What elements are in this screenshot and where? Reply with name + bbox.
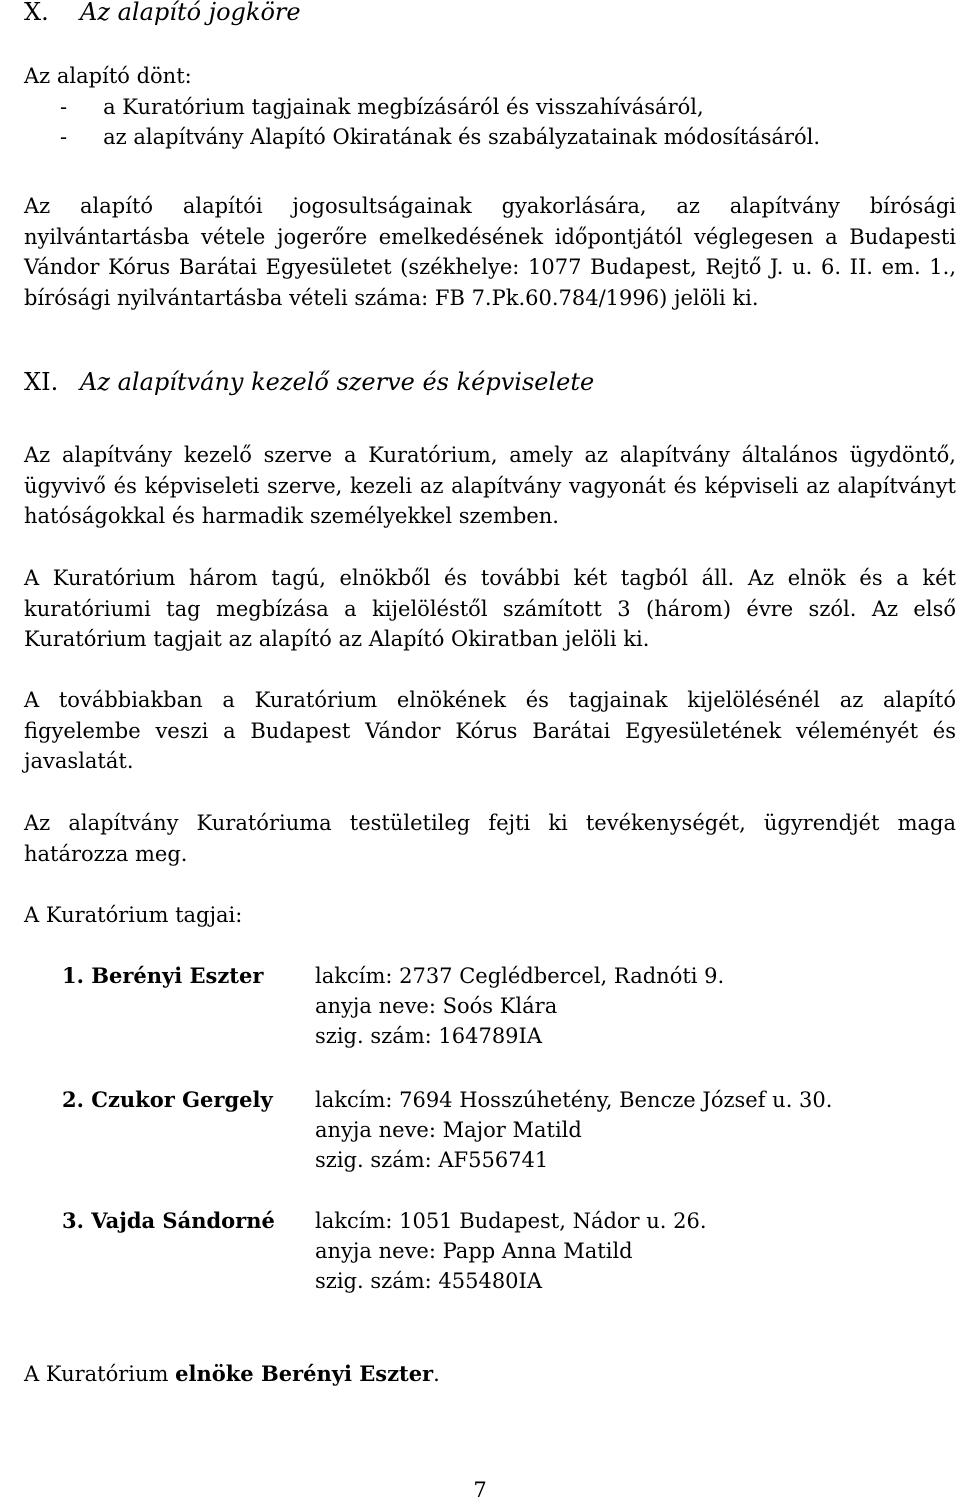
section-11-title: Az alapítvány kezelő szerve és képviselete (80, 368, 595, 396)
member-mother: anyja neve: Major Matild (315, 1118, 582, 1142)
member-name: 3. Vajda Sándorné (62, 1208, 275, 1233)
member-address: lakcím: 2737 Ceglédbercel, Radnóti 9. (315, 964, 725, 988)
bullet-item: - a Kuratórium tagjainak megbízásáról és visszahívásáról, (60, 94, 704, 119)
member-id: szig. szám: 455480IA (315, 1269, 543, 1293)
member-details (315, 961, 724, 1051)
member-name: 2. Czukor Gergely (62, 1087, 273, 1112)
member-id: szig. szám: AF556741 (315, 1148, 549, 1172)
section-10-intro-block (24, 61, 956, 153)
section-10-number: X. (24, 0, 49, 26)
section-10-intro: Az alapító dönt: (24, 64, 192, 88)
section-11-paragraph-2: A Kuratórium három tagú, elnökből és további két tagból áll. Az elnök és a két kuratóriumi tag megbízása a kijelöléstől számított 3 (három) évre szól. Az első Kuratórium tagjait az alapító az Alapító Okiratban jelöli ki. (24, 566, 956, 651)
member-mother: anyja neve: Papp Anna Matild (315, 1239, 633, 1263)
bullet-item: - az alapítvány Alapító Okiratának és szabályzatainak módosításáról. (60, 125, 821, 149)
section-11-paragraph-4: Az alapítvány Kuratóriuma testületileg fejti ki tevékenységét, ügyrendjét maga határozza meg. (24, 811, 956, 866)
section-11-paragraph-1: Az alapítvány kezelő szerve a Kuratórium, amely az alapítvány általános ügydöntő, ügyvivő és képviseleti szerve, kezeli az alapítvány vagyonát és képviseli az alapítványt hatóságokkal és harmadik személyekkel szemben. (24, 443, 956, 528)
member-details (315, 1206, 707, 1296)
section-11-number: XI. (24, 368, 59, 396)
member-mother: anyja neve: Soós Klára (315, 994, 558, 1018)
paragraph-line: bírósági nyilvántartásba vételi száma: FB 7.Pk.60.784/1996) jelöli ki. (24, 285, 759, 310)
member-id: szig. szám: 164789IA (315, 1024, 543, 1048)
section-11-heading (24, 368, 594, 396)
member-address: lakcím: 1051 Budapest, Nádor u. 26. (315, 1209, 707, 1233)
paragraph-line: Az alapító alapítói jogosultságainak gyakorlására, az alapítvány bírósági (24, 194, 956, 218)
member-name: 1. Berényi Eszter (62, 963, 264, 988)
paragraph-line: Vándor Kórus Barátai Egyesületet (székhelye: 1077 Budapest, Rejtő J. u. 6. II. em. 1., (24, 255, 956, 279)
section-10-paragraph (24, 191, 956, 313)
section-10-heading (24, 0, 301, 26)
paragraph-line: nyilvántartásba vétele jogerőre emelkedésének időpontjától véglegesen a Budapesti (24, 224, 956, 249)
member-details (315, 1085, 832, 1175)
section-10-title: Az alapító jogköre (80, 0, 301, 26)
member-address: lakcím: 7694 Hosszúhetény, Bencze József u. 30. (315, 1088, 833, 1112)
members-heading: A Kuratórium tagjai: (24, 903, 243, 927)
section-11-paragraph-3: A továbbiakban a Kuratórium elnökének és tagjainak kijelölésénél az alapító figyelembe veszi a Budapest Vándor Kórus Barátai Egyesületének véleményét és javaslatát. (24, 688, 956, 773)
page-number: 7 (473, 1478, 487, 1502)
chair-statement: A Kuratórium elnöke Berényi Eszter. (24, 1361, 440, 1386)
